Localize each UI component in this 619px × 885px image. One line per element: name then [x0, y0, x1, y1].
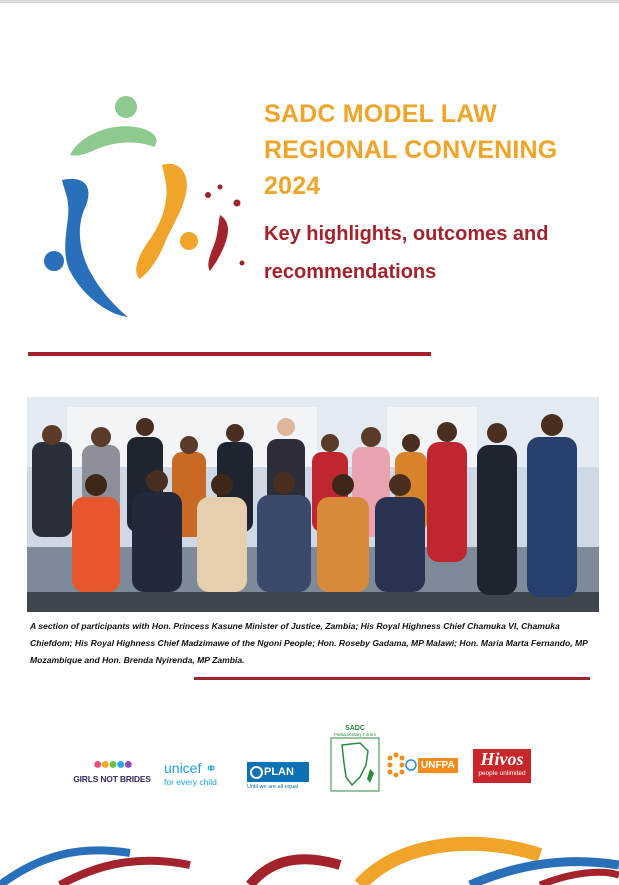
sadc-pf-tagline: Parliamentary Forum	[333, 732, 376, 737]
title-line-2: REGIONAL CONVENING	[264, 136, 558, 164]
unicef-globe-icon: ⚭	[201, 760, 217, 776]
title-line-1: SADC MODEL LAW	[264, 100, 497, 128]
logo-madagascar	[208, 215, 228, 271]
title-line-3: 2024	[264, 172, 321, 200]
hivos-label: Hivos	[480, 749, 524, 769]
bottom-wave-decoration	[0, 835, 619, 885]
sadc-region-logo	[40, 95, 255, 320]
logo-head-blue	[44, 251, 64, 271]
plan-logo	[247, 762, 309, 798]
top-divider	[28, 352, 431, 356]
report-title	[264, 96, 604, 204]
un-emblem-icon	[385, 750, 417, 780]
girls-not-brides-logo	[73, 756, 151, 794]
unicef-logo	[164, 760, 234, 796]
logo-arm-green	[70, 126, 157, 155]
plan-ring-icon	[250, 766, 263, 779]
sadc-pf-logo	[330, 725, 380, 801]
unicef-label: unicef	[164, 760, 202, 776]
hivos-logo	[473, 749, 531, 783]
top-border	[0, 0, 619, 3]
unfpa-label: UNFPA	[418, 758, 458, 773]
unfpa-logo	[385, 750, 457, 780]
logo-arm-orange	[136, 164, 187, 279]
group-photo	[27, 397, 599, 612]
girls-not-brides-figures-icon: ●●●●●	[92, 756, 132, 773]
logo-head-green	[115, 96, 137, 118]
sadc-map-icon	[330, 737, 380, 792]
hivos-tagline: people unlimited	[478, 770, 526, 777]
plan-label: PLAN	[264, 766, 294, 778]
report-subtitle	[264, 215, 604, 291]
girls-not-brides-label: GIRLS NOT BRIDES	[73, 774, 151, 784]
logo-head-orange	[180, 232, 198, 250]
subtitle-line-2: recommendations	[264, 261, 437, 283]
sadc-pf-label: SADC	[345, 725, 365, 732]
photo-caption: A section of participants with Hon. Princess Kasune Minister of Justice, Zambia; His Royal Highness Chief Chamuka VI, Chamuka Chiefdom; His Royal Highness Chief Madzimawe of the Ngoni People; Hon. Roseby Gadama, MP Malawi; Hon. Maria Marta Fernando, MP Mozambique and Hon. Brenda Nyirenda, MP Zambia.	[30, 621, 588, 665]
unicef-tagline: for every child	[164, 777, 217, 787]
logo-arm-blue	[62, 179, 128, 317]
subtitle-line-1: Key highlights, outcomes and	[264, 223, 549, 245]
plan-tagline: Until we are all equal	[247, 784, 299, 790]
bottom-divider	[194, 677, 590, 680]
